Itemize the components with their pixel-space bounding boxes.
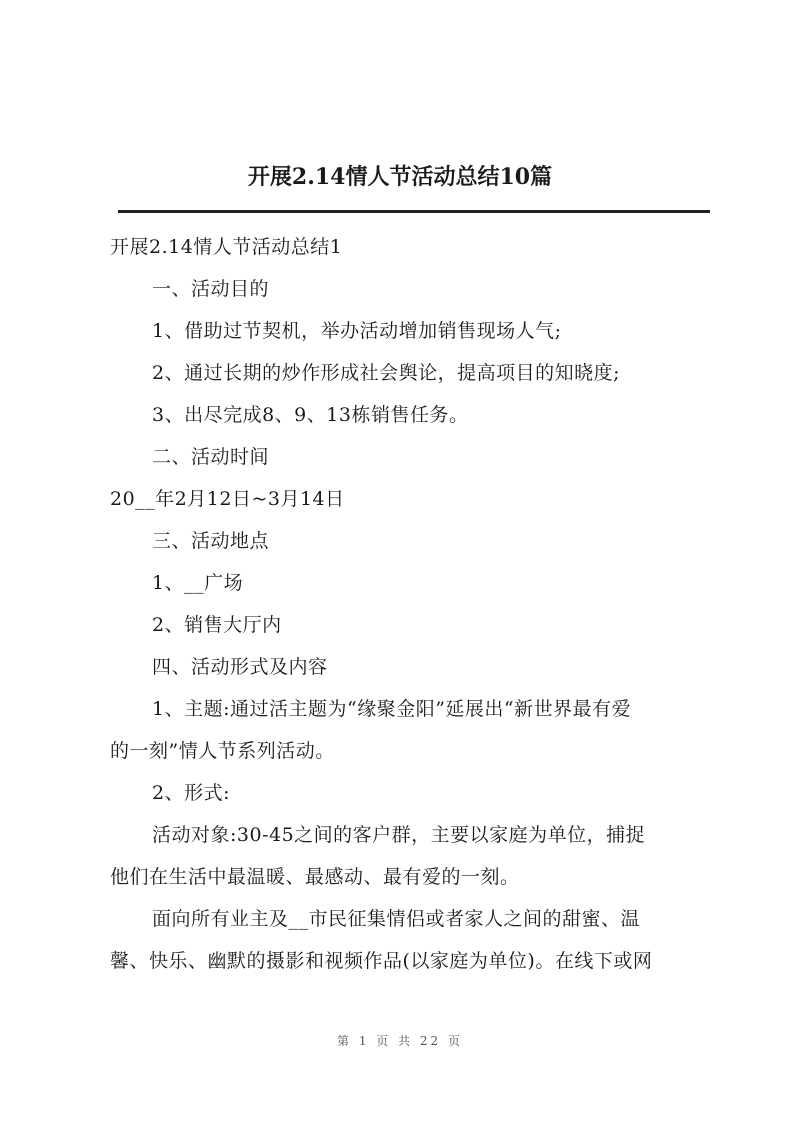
text-line: 的一刻”情人节系列活动。 (110, 740, 335, 762)
text-line: 开展2.14情人节活动总结1 (110, 236, 343, 258)
title-divider (118, 210, 710, 213)
text-line: 四、活动形式及内容 (152, 656, 328, 678)
text-line: 面向所有业主及__市民征集情侣或者家人之间的甜蜜、温 (152, 908, 641, 930)
text-line: 1、借助过节契机，举办活动增加销售现场人气; (152, 320, 562, 342)
text-line: 三、活动地点 (152, 530, 270, 552)
page-title: 开展2.14情人节活动总结10篇 (247, 164, 553, 190)
text-line: 1、主题:通过活主题为“缘聚金阳”延展出“新世界最有爱 (152, 698, 632, 720)
text-line: 一、活动目的 (152, 278, 270, 300)
text-line: 2、形式: (152, 782, 230, 804)
page-footer: 第 1 页 共 22 页 (337, 1034, 463, 1048)
text-line: 馨、快乐、幽默的摄影和视频作品(以家庭为单位)。在线下或网 (110, 950, 653, 972)
text-line: 2、销售大厅内 (152, 614, 282, 636)
text-line: 活动对象:30-45之间的客户群，主要以家庭为单位，捕捉 (152, 824, 646, 846)
text-line: 20__年2月12日~3月14日 (110, 488, 345, 510)
text-line: 二、活动时间 (152, 446, 270, 468)
text-line: 1、__广场 (152, 572, 244, 594)
document-body (110, 226, 710, 982)
text-line: 3、出尽完成8、9、13栋销售任务。 (152, 404, 469, 426)
text-line: 他们在生活中最温暖、最感动、最有爱的一刻。 (110, 866, 520, 888)
text-line: 2、通过长期的炒作形成社会舆论，提高项目的知晓度; (152, 362, 620, 384)
